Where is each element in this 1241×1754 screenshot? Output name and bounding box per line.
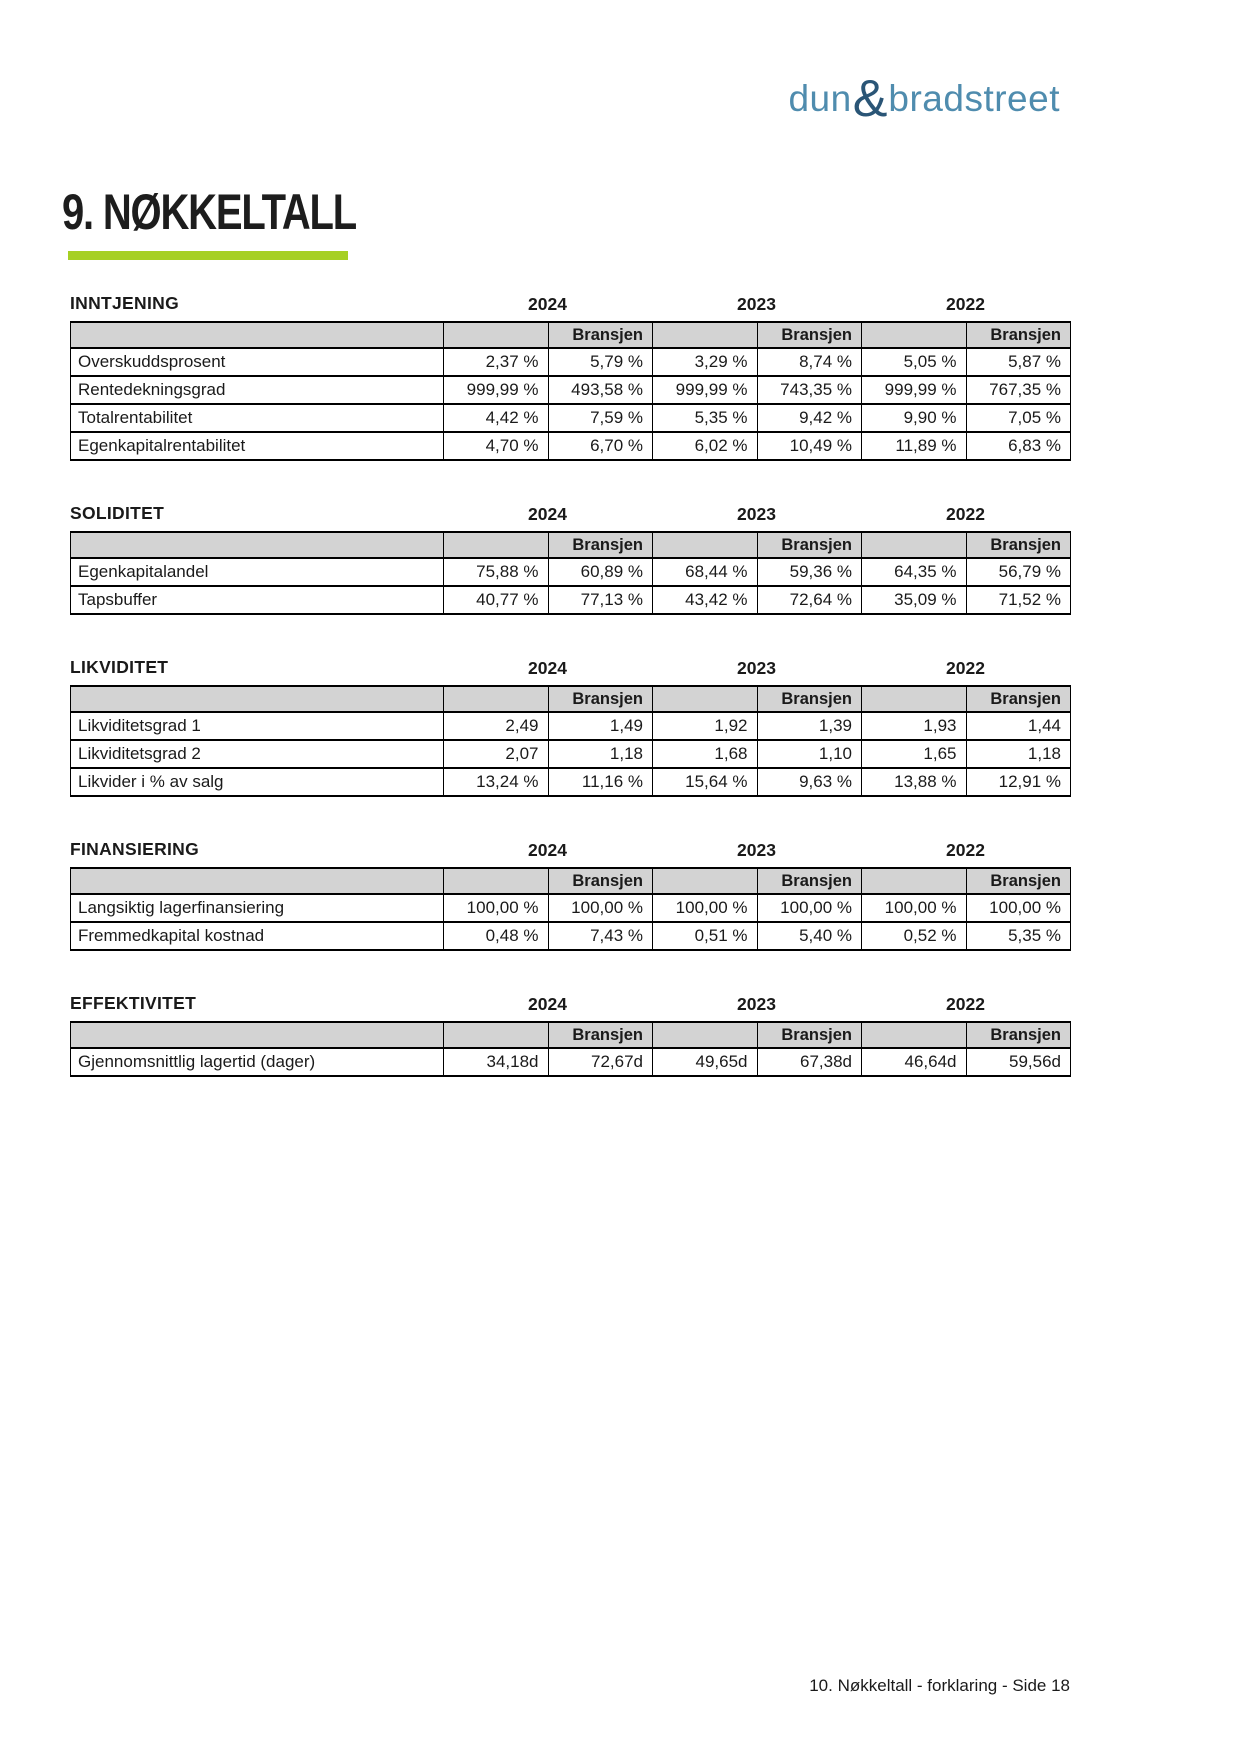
section-title: INNTJENING	[70, 293, 179, 313]
year-header: 2024	[528, 994, 567, 1014]
bransjen-header: Bransjen	[548, 1022, 653, 1048]
row-label: Overskuddsprosent	[71, 348, 444, 376]
table-header-row	[71, 868, 1071, 894]
value-cell: 46,64d	[862, 1048, 967, 1076]
bransjen-header: Bransjen	[548, 532, 653, 558]
value-cell: 2,07	[444, 740, 549, 768]
bransjen-header: Bransjen	[966, 1022, 1071, 1048]
value-cell: 59,36 %	[757, 558, 862, 586]
value-cell: 999,99 %	[653, 376, 758, 404]
value-cell: 40,77 %	[444, 586, 549, 614]
year-header: 2023	[737, 658, 776, 678]
value-cell: 67,38d	[757, 1048, 862, 1076]
table-row	[71, 558, 1071, 586]
row-label: Totalrentabilitet	[71, 404, 444, 432]
value-cell: 1,44	[966, 712, 1071, 740]
header-empty-cell	[862, 1022, 967, 1048]
row-label: Tapsbuffer	[71, 586, 444, 614]
table-row	[71, 922, 1071, 950]
table-row	[71, 432, 1071, 460]
header-empty-cell	[444, 686, 549, 712]
year-header: 2022	[946, 294, 985, 314]
dun-bradstreet-logo	[788, 70, 1060, 128]
value-cell: 100,00 %	[862, 894, 967, 922]
value-cell: 60,89 %	[548, 558, 653, 586]
kpi-table	[70, 685, 1071, 797]
header-empty-cell	[862, 868, 967, 894]
value-cell: 68,44 %	[653, 558, 758, 586]
bransjen-header: Bransjen	[757, 532, 862, 558]
table-header-row	[71, 322, 1071, 348]
value-cell: 100,00 %	[653, 894, 758, 922]
bransjen-header: Bransjen	[966, 868, 1071, 894]
value-cell: 0,52 %	[862, 922, 967, 950]
row-label: Likviditetsgrad 1	[71, 712, 444, 740]
title-accent-bar	[68, 251, 348, 260]
value-cell: 49,65d	[653, 1048, 758, 1076]
table-row	[71, 1048, 1071, 1076]
header-empty-cell	[71, 322, 444, 348]
kpi-table	[70, 321, 1071, 461]
report-section	[70, 503, 1070, 615]
section-header-row	[70, 993, 1070, 1015]
report-section	[70, 993, 1070, 1077]
year-header: 2022	[946, 994, 985, 1014]
header-empty-cell	[71, 1022, 444, 1048]
section-header-row	[70, 293, 1070, 315]
value-cell: 64,35 %	[862, 558, 967, 586]
section-header-row	[70, 503, 1070, 525]
row-label: Rentedekningsgrad	[71, 376, 444, 404]
year-header: 2023	[737, 994, 776, 1014]
value-cell: 0,51 %	[653, 922, 758, 950]
value-cell: 999,99 %	[862, 376, 967, 404]
value-cell: 56,79 %	[966, 558, 1071, 586]
value-cell: 100,00 %	[757, 894, 862, 922]
value-cell: 59,56d	[966, 1048, 1071, 1076]
year-header: 2024	[528, 840, 567, 860]
bransjen-header: Bransjen	[548, 686, 653, 712]
header-empty-cell	[862, 532, 967, 558]
bransjen-header: Bransjen	[757, 322, 862, 348]
table-row	[71, 768, 1071, 796]
kpi-table	[70, 1021, 1071, 1077]
header-empty-cell	[653, 532, 758, 558]
value-cell: 35,09 %	[862, 586, 967, 614]
value-cell: 7,43 %	[548, 922, 653, 950]
bransjen-header: Bransjen	[548, 322, 653, 348]
report-section	[70, 657, 1070, 797]
report-section	[70, 293, 1070, 461]
kpi-table	[70, 867, 1071, 951]
value-cell: 2,49	[444, 712, 549, 740]
bransjen-header: Bransjen	[966, 322, 1071, 348]
header-empty-cell	[444, 532, 549, 558]
value-cell: 43,42 %	[653, 586, 758, 614]
header-empty-cell	[653, 322, 758, 348]
kpi-sections	[70, 293, 1070, 1119]
value-cell: 1,65	[862, 740, 967, 768]
year-header: 2022	[946, 840, 985, 860]
value-cell: 3,29 %	[653, 348, 758, 376]
value-cell: 5,87 %	[966, 348, 1071, 376]
value-cell: 6,70 %	[548, 432, 653, 460]
header-empty-cell	[653, 868, 758, 894]
value-cell: 767,35 %	[966, 376, 1071, 404]
logo-text-bradstreet: bradstreet	[888, 78, 1060, 119]
value-cell: 77,13 %	[548, 586, 653, 614]
header-empty-cell	[71, 868, 444, 894]
report-section	[70, 839, 1070, 951]
logo-text-dun: dun	[788, 78, 852, 119]
header-empty-cell	[444, 322, 549, 348]
value-cell: 9,63 %	[757, 768, 862, 796]
table-row	[71, 348, 1071, 376]
table-header-row	[71, 686, 1071, 712]
value-cell: 9,42 %	[757, 404, 862, 432]
value-cell: 13,24 %	[444, 768, 549, 796]
value-cell: 100,00 %	[548, 894, 653, 922]
value-cell: 5,79 %	[548, 348, 653, 376]
table-row	[71, 586, 1071, 614]
value-cell: 8,74 %	[757, 348, 862, 376]
row-label: Egenkapitalrentabilitet	[71, 432, 444, 460]
page-footer: 10. Nøkkeltall - forklaring - Side 18	[809, 1676, 1070, 1695]
year-header: 2023	[737, 504, 776, 524]
value-cell: 1,39	[757, 712, 862, 740]
year-header: 2022	[946, 504, 985, 524]
year-header: 2022	[946, 658, 985, 678]
logo-ampersand-icon: &	[852, 70, 888, 128]
year-header: 2024	[528, 294, 567, 314]
row-label: Likvider i % av salg	[71, 768, 444, 796]
table-row	[71, 740, 1071, 768]
bransjen-header: Bransjen	[966, 686, 1071, 712]
value-cell: 11,89 %	[862, 432, 967, 460]
table-header-row	[71, 532, 1071, 558]
value-cell: 34,18d	[444, 1048, 549, 1076]
table-row	[71, 376, 1071, 404]
section-title: LIKVIDITET	[70, 657, 169, 677]
page-title: 9. NØKKELTALL	[62, 184, 357, 240]
value-cell: 15,64 %	[653, 768, 758, 796]
header-empty-cell	[444, 868, 549, 894]
header-empty-cell	[71, 532, 444, 558]
bransjen-header: Bransjen	[966, 532, 1071, 558]
value-cell: 1,49	[548, 712, 653, 740]
bransjen-header: Bransjen	[757, 868, 862, 894]
section-title: SOLIDITET	[70, 503, 165, 523]
year-header: 2024	[528, 504, 567, 524]
row-label: Egenkapitalandel	[71, 558, 444, 586]
value-cell: 5,35 %	[653, 404, 758, 432]
value-cell: 1,68	[653, 740, 758, 768]
value-cell: 1,93	[862, 712, 967, 740]
section-header-row	[70, 657, 1070, 679]
header-empty-cell	[71, 686, 444, 712]
kpi-table	[70, 531, 1071, 615]
value-cell: 0,48 %	[444, 922, 549, 950]
table-row	[71, 712, 1071, 740]
value-cell: 1,18	[966, 740, 1071, 768]
value-cell: 12,91 %	[966, 768, 1071, 796]
value-cell: 5,35 %	[966, 922, 1071, 950]
value-cell: 1,92	[653, 712, 758, 740]
header-empty-cell	[444, 1022, 549, 1048]
value-cell: 2,37 %	[444, 348, 549, 376]
value-cell: 6,83 %	[966, 432, 1071, 460]
value-cell: 7,59 %	[548, 404, 653, 432]
value-cell: 5,40 %	[757, 922, 862, 950]
value-cell: 11,16 %	[548, 768, 653, 796]
header-empty-cell	[653, 1022, 758, 1048]
year-header: 2023	[737, 840, 776, 860]
table-header-row	[71, 1022, 1071, 1048]
header-empty-cell	[862, 686, 967, 712]
header-empty-cell	[862, 322, 967, 348]
bransjen-header: Bransjen	[548, 868, 653, 894]
value-cell: 10,49 %	[757, 432, 862, 460]
value-cell: 743,35 %	[757, 376, 862, 404]
value-cell: 1,18	[548, 740, 653, 768]
row-label: Likviditetsgrad 2	[71, 740, 444, 768]
value-cell: 4,70 %	[444, 432, 549, 460]
value-cell: 5,05 %	[862, 348, 967, 376]
value-cell: 493,58 %	[548, 376, 653, 404]
value-cell: 100,00 %	[966, 894, 1071, 922]
table-row	[71, 404, 1071, 432]
bransjen-header: Bransjen	[757, 1022, 862, 1048]
row-label: Fremmedkapital kostnad	[71, 922, 444, 950]
section-header-row	[70, 839, 1070, 861]
value-cell: 6,02 %	[653, 432, 758, 460]
value-cell: 13,88 %	[862, 768, 967, 796]
value-cell: 1,10	[757, 740, 862, 768]
value-cell: 71,52 %	[966, 586, 1071, 614]
value-cell: 72,64 %	[757, 586, 862, 614]
year-header: 2023	[737, 294, 776, 314]
value-cell: 100,00 %	[444, 894, 549, 922]
row-label: Langsiktig lagerfinansiering	[71, 894, 444, 922]
section-title: FINANSIERING	[70, 839, 200, 859]
value-cell: 7,05 %	[966, 404, 1071, 432]
row-label: Gjennomsnittlig lagertid (dager)	[71, 1048, 444, 1076]
value-cell: 4,42 %	[444, 404, 549, 432]
value-cell: 9,90 %	[862, 404, 967, 432]
header-empty-cell	[653, 686, 758, 712]
value-cell: 75,88 %	[444, 558, 549, 586]
year-header: 2024	[528, 658, 567, 678]
section-title: EFFEKTIVITET	[70, 993, 197, 1013]
value-cell: 999,99 %	[444, 376, 549, 404]
table-row	[71, 894, 1071, 922]
value-cell: 72,67d	[548, 1048, 653, 1076]
bransjen-header: Bransjen	[757, 686, 862, 712]
